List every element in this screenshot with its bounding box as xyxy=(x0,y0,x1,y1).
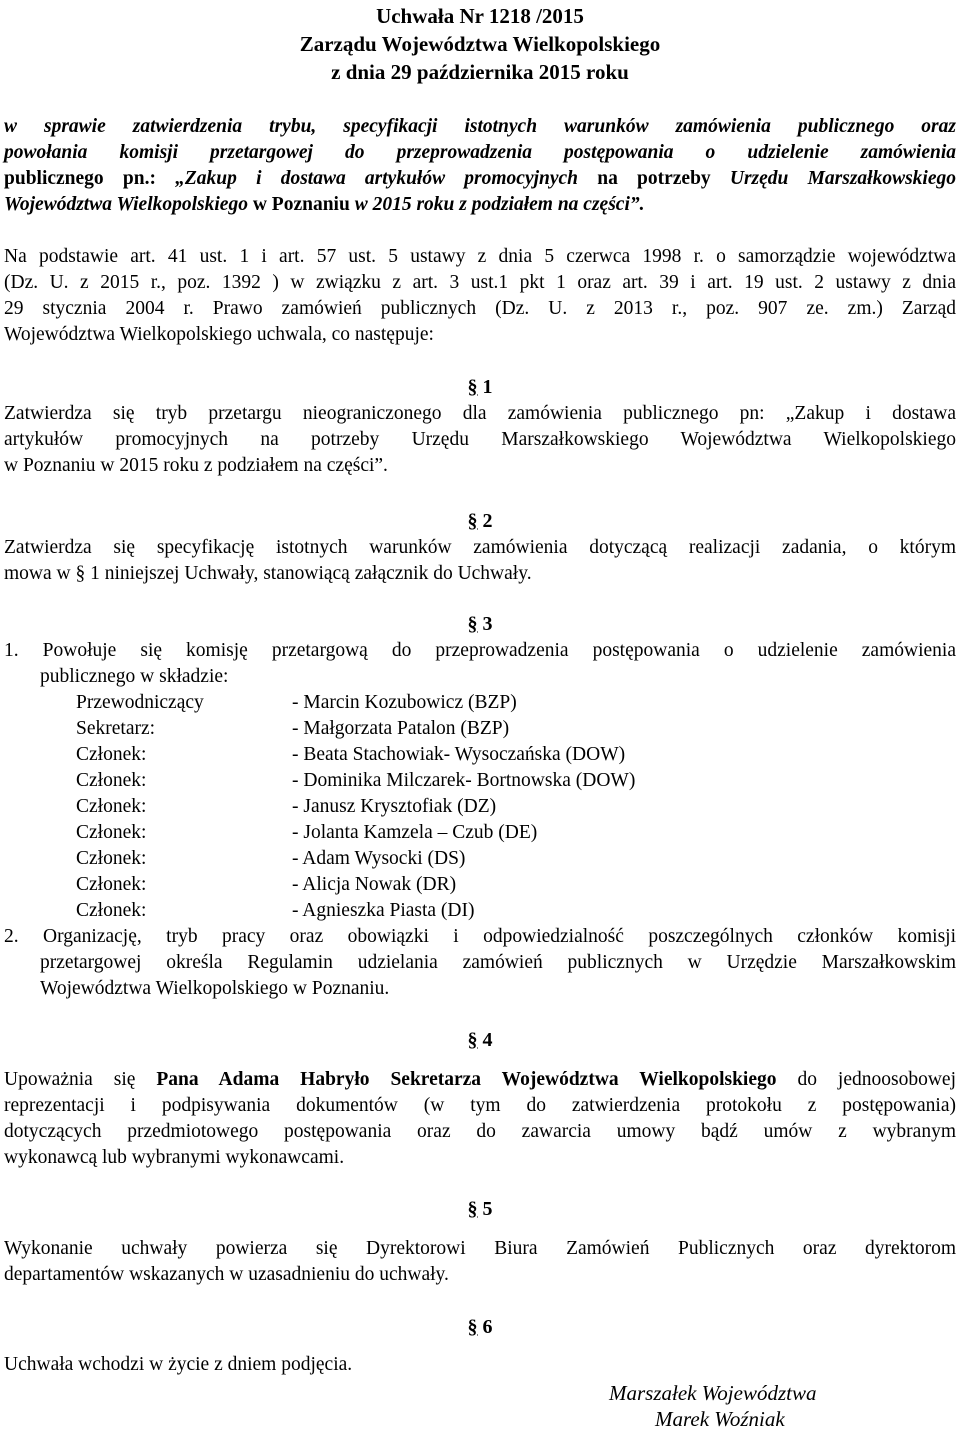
section-heading-3 xyxy=(4,611,956,637)
section-number: 5 xyxy=(482,1198,493,1220)
subject-text: „Zakup i dostawa artykułów promocyjnych xyxy=(175,168,579,189)
member-role: Członek: xyxy=(76,822,147,843)
member-role: Członek: xyxy=(76,900,147,921)
member-name: - Małgorzata Patalon (BZP) xyxy=(292,718,510,739)
basis-line-4: Województwa Wielkopolskiego uchwala, co następuje: xyxy=(4,324,434,345)
basis-line-2: (Dz. U. z 2015 r., poz. 1392 ) w związku z art. 3 ust.1 pkt 1 oraz art. 39 i art. 19 ust. 2 ustawy z dnia xyxy=(4,272,956,293)
subject-text: na potrzeby xyxy=(578,168,730,189)
subject-line-3 xyxy=(4,166,956,192)
member-name: - Adam Wysocki (DS) xyxy=(292,848,466,869)
section-heading-2 xyxy=(4,508,956,534)
member-name: - Janusz Krysztofiak (DZ) xyxy=(292,796,497,817)
member-name: - Agnieszka Piasta (DI) xyxy=(292,900,475,921)
member-name: - Beata Stachowiak- Wysoczańska (DOW) xyxy=(292,744,626,765)
section-3-point-2-line-3: Województwa Wielkopolskiego w Poznaniu. xyxy=(40,978,390,999)
section-6-line-1: Uchwała wchodzi w życie z dniem podjęcia. xyxy=(4,1354,353,1375)
section-number: 2 xyxy=(482,510,493,532)
section-heading-4 xyxy=(4,1027,956,1053)
section-5-line-1: Wykonanie uchwały powierza się Dyrektorowi Biura Zamówień Publicznych oraz dyrektorom xyxy=(4,1238,956,1259)
section-3-point-2-line-1: 2. Organizację, tryb pracy oraz obowiązki i odpowiedzialność poszczególnych członków komisji xyxy=(4,926,956,947)
section-heading-5 xyxy=(4,1196,956,1222)
subject-text: w 2015 roku z podziałem na części”. xyxy=(354,194,645,215)
section-5-line-2: departamentów wskazanych w uzasadnieniu do uchwały. xyxy=(4,1264,449,1285)
section-heading-6 xyxy=(4,1314,956,1340)
section-number: 1 xyxy=(482,376,493,398)
section-3-line-2: publicznego w składzie: xyxy=(40,666,229,687)
member-name: - Jolanta Kamzela – Czub (DE) xyxy=(292,822,538,843)
section-symbol: § xyxy=(467,1198,478,1220)
section-4-line-3: dotyczących przedmiotowego postępowania oraz do zawarcia umowy bądź umów z wybranym xyxy=(4,1121,956,1142)
section-symbol: § xyxy=(467,613,478,635)
resolution-number: Uchwała Nr 1218 /2015 xyxy=(376,4,584,28)
basis-line-1: Na podstawie art. 41 ust. 1 i art. 57 ust. 5 ustawy z dnia 5 czerwca 1998 r. o samorządzie województwa xyxy=(4,246,956,267)
signature-title: Marszałek Województwa xyxy=(609,1381,817,1405)
member-name: - Dominika Milczarek- Bortnowska (DOW) xyxy=(292,770,636,791)
section-4-line-2: reprezentacji i podpisywania dokumentów (w tym do zatwierdzenia protokołu z postępowania) xyxy=(4,1095,956,1116)
section-3-point-2-line-2: przetargowej określa Regulamin udzielania zamówień publicznych w Urzędzie Marszałkowskim xyxy=(40,952,956,973)
section-symbol: § xyxy=(467,1316,478,1338)
basis-line-3: 29 stycznia 2004 r. Prawo zamówień publicznych (Dz. U. z 2013 r., poz. 907 ze. zm.) Zarząd xyxy=(4,298,956,319)
section-4-line-1 xyxy=(4,1067,956,1093)
member-role: Sekretarz: xyxy=(76,718,156,739)
section-2-line-2: mowa w § 1 niniejszej Uchwały, stanowiącą załącznik do Uchwały. xyxy=(4,563,532,584)
member-role: Członek: xyxy=(76,874,147,895)
member-name: - Marcin Kozubowicz (BZP) xyxy=(292,692,517,713)
subject-text: Urzędu Marszałkowskiego xyxy=(729,168,957,189)
section-symbol: § xyxy=(467,1029,478,1051)
section-4-text: Upoważnia się xyxy=(4,1069,157,1090)
section-1-line-1: Zatwierdza się tryb przetargu nieograniczonego dla zamówienia publicznego pn: „Zakup i dostawa xyxy=(4,403,956,424)
subject-line-4 xyxy=(4,192,956,218)
member-role: Członek: xyxy=(76,796,147,817)
authorized-person: Pana Adama Habryło Sekretarza Województwa Wielkopolskiego xyxy=(156,1069,777,1090)
subject-line-1: w sprawie zatwierdzenia trybu, specyfikacji istotnych warunków zamówienia publicznego oraz xyxy=(4,116,956,137)
section-4-text: do jednoosobowej xyxy=(776,1069,956,1090)
issuing-body: Zarządu Województwa Wielkopolskiego xyxy=(299,32,661,56)
section-4-line-4: wykonawcą lub wybranymi wykonawcami. xyxy=(4,1147,345,1168)
section-heading-1 xyxy=(4,374,956,400)
section-number: 6 xyxy=(482,1316,493,1338)
signature-name: Marek Woźniak xyxy=(655,1407,785,1431)
subject-line-2: powołania komisji przetargowej do przeprowadzenia postępowania o udzielenie zamówienia xyxy=(4,142,956,163)
member-role: Przewodniczący xyxy=(76,692,204,713)
subject-text: publicznego pn.: xyxy=(4,168,176,189)
section-number: 4 xyxy=(482,1029,493,1051)
subject-text: Województwa Wielkopolskiego xyxy=(4,194,248,215)
member-role: Członek: xyxy=(76,744,147,765)
member-role: Członek: xyxy=(76,770,147,791)
section-2-line-1: Zatwierdza się specyfikację istotnych warunków zamówienia dotyczącą realizacji zadania, o którym xyxy=(4,537,956,558)
section-1-line-3: w Poznaniu w 2015 roku z podziałem na części”. xyxy=(4,455,388,476)
section-symbol: § xyxy=(467,510,478,532)
section-symbol: § xyxy=(467,376,478,398)
subject-text: w Poznaniu xyxy=(247,194,355,215)
section-number: 3 xyxy=(482,613,493,635)
member-name: - Alicja Nowak (DR) xyxy=(292,874,457,895)
member-role: Członek: xyxy=(76,848,147,869)
section-3-line-1: 1. Powołuje się komisję przetargową do przeprowadzenia postępowania o udzielenie zamówienia xyxy=(4,640,956,661)
resolution-date: z dnia 29 października 2015 roku xyxy=(331,60,629,84)
section-1-line-2: artykułów promocyjnych na potrzeby Urzędu Marszałkowskiego Województwa Wielkopolskiego xyxy=(4,429,956,450)
